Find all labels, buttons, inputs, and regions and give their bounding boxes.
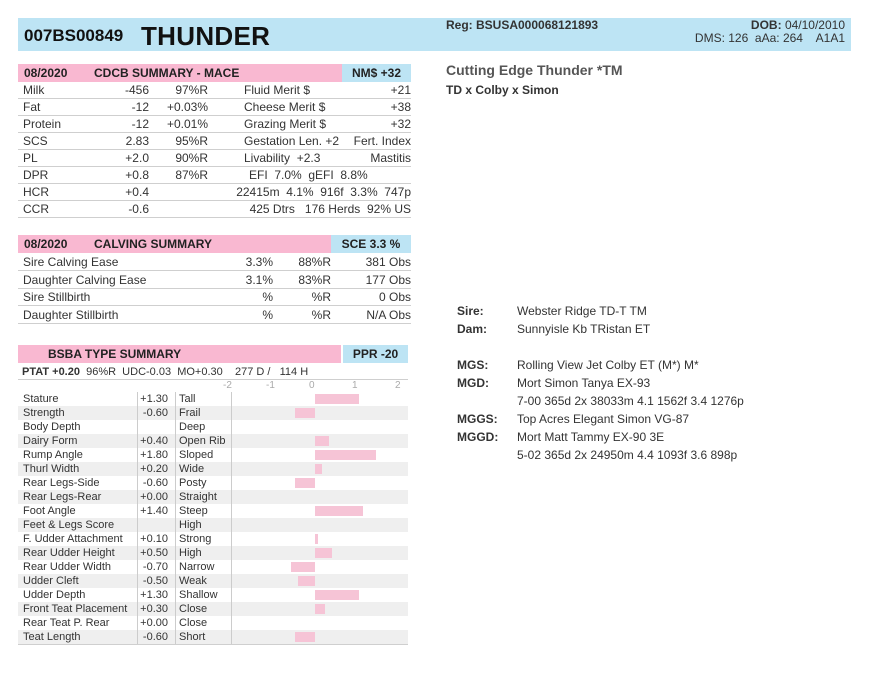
calving-label: Sire Stillbirth	[23, 290, 91, 304]
column-divider	[137, 448, 138, 462]
column-divider	[231, 546, 232, 560]
trait-value: -0.60	[142, 407, 168, 419]
column-divider	[137, 434, 138, 448]
merit-label: Livability +2.3	[244, 151, 321, 165]
calving-title: CALVING SUMMARY	[94, 237, 212, 251]
scale-tick: -1	[266, 380, 275, 391]
type-trait-row	[18, 560, 408, 574]
column-divider	[175, 518, 176, 532]
calving-observations: 177 Obs	[365, 272, 411, 287]
column-divider	[175, 560, 176, 574]
trait-name: PL	[23, 151, 38, 165]
trait-descriptor: Open Rib	[179, 435, 226, 447]
trait-score-bar	[315, 464, 322, 474]
daughter-stats: 425 Dtrs 176 Herds 92% US	[249, 202, 411, 216]
column-divider	[231, 518, 232, 532]
type-trait-row	[18, 630, 408, 644]
column-divider	[175, 434, 176, 448]
type-trait-row	[18, 448, 408, 462]
daughter-stats: 22415m 4.1% 916f 3.3% 747p	[236, 185, 411, 199]
trait-descriptor: Straight	[179, 491, 217, 503]
animal-name: THUNDER	[141, 21, 271, 51]
column-divider	[175, 490, 176, 504]
type-trait-row	[18, 392, 408, 406]
column-divider	[175, 504, 176, 518]
trait-reliability: 87%R	[175, 168, 208, 182]
trait-name: Rear Legs-Side	[23, 477, 100, 489]
merit-value: +38	[390, 100, 411, 114]
trait-score-bar	[295, 478, 315, 488]
calving-percent: 3.3%	[245, 255, 273, 269]
calving-percent: %	[262, 290, 273, 304]
trait-descriptor: Frail	[179, 407, 201, 419]
type-bottom-divider	[18, 644, 408, 645]
trait-descriptor: Narrow	[179, 561, 215, 573]
mggd-name: Mort Matt Tammy EX-90 3E	[517, 430, 665, 444]
trait-reliability: +0.01%	[166, 117, 208, 131]
column-divider	[175, 392, 176, 406]
trait-name: Rear Udder Width	[23, 561, 112, 573]
trait-value: +0.00	[140, 617, 168, 629]
type-trait-row	[18, 462, 408, 476]
column-divider	[137, 532, 138, 546]
trait-value: +0.30	[140, 603, 168, 615]
trait-value: -456	[124, 83, 149, 97]
trait-descriptor: Sloped	[179, 449, 214, 461]
trait-value: -0.50	[142, 575, 168, 587]
trait-name: Udder Depth	[23, 589, 86, 601]
ppr-badge: PPR -20	[343, 345, 408, 363]
column-divider	[137, 588, 138, 602]
dms-line: DMS: 126 aAa: 264 A1A1	[694, 31, 845, 45]
trait-reliability: 90%R	[175, 151, 208, 165]
trait-name: F. Udder Attachment	[23, 533, 123, 545]
calving-row	[18, 307, 411, 324]
trait-descriptor: Posty	[179, 477, 207, 489]
sire-name: Webster Ridge TD-T TM	[517, 304, 647, 318]
calving-observations: N/A Obs	[366, 307, 411, 322]
merit-value: +32	[390, 117, 411, 131]
type-trait-row	[18, 434, 408, 448]
column-divider	[137, 616, 138, 630]
column-divider	[175, 574, 176, 588]
trait-score-bar	[298, 576, 315, 586]
ptat-value: PTAT +0.20	[22, 366, 80, 378]
trait-name: Front Teat Placement	[23, 603, 128, 615]
trait-score-bar	[315, 436, 329, 446]
trait-name: Feet & Legs Score	[23, 519, 115, 531]
column-divider	[175, 588, 176, 602]
cdcb-title: CDCB SUMMARY - MACE	[94, 66, 240, 80]
column-divider	[231, 630, 232, 644]
trait-descriptor: Wide	[179, 463, 205, 475]
date-of-birth	[751, 18, 845, 32]
column-divider	[175, 546, 176, 560]
trait-score-bar	[315, 534, 318, 544]
merit-value: +21	[390, 83, 411, 97]
column-divider	[137, 574, 138, 588]
cdcb-row	[18, 133, 411, 150]
cdcb-row	[18, 184, 411, 201]
trait-score-bar	[315, 450, 376, 460]
ptat-details: 96%R UDC-0.03 MO+0.30 277 D / 114 H	[86, 366, 309, 378]
calving-reliability: %R	[311, 290, 331, 304]
trait-value: -0.60	[142, 631, 168, 643]
calving-percent: 3.1%	[245, 272, 273, 287]
nm-dollar-badge: NM$ +32	[342, 64, 411, 82]
cdcb-row	[18, 167, 411, 184]
column-divider	[137, 630, 138, 644]
column-divider	[137, 392, 138, 406]
trait-descriptor: Close	[179, 603, 208, 615]
column-divider	[231, 490, 232, 504]
cdcb-row	[18, 82, 411, 99]
calving-reliability: 88%R	[298, 255, 331, 269]
column-divider	[175, 532, 176, 546]
column-divider	[231, 406, 232, 420]
calving-label: Daughter Stillbirth	[23, 307, 119, 322]
trait-name: DPR	[23, 168, 49, 182]
calving-reliability: %R	[311, 307, 331, 322]
trait-value: +2.0	[125, 151, 149, 165]
column-divider	[175, 602, 176, 616]
trait-score-bar	[291, 562, 315, 572]
trait-name: Dairy Form	[23, 435, 78, 447]
dob-value: 04/10/2010	[784, 18, 845, 32]
mggd-record: 5-02 365d 2x 24950m 4.4 1093f 3.6 898p	[517, 448, 738, 462]
trait-name: Udder Cleft	[23, 575, 79, 587]
trait-name: Rump Angle	[23, 449, 83, 461]
calving-date: 08/2020	[24, 237, 68, 251]
cdcb-date: 08/2020	[24, 66, 68, 80]
trait-value: +0.4	[125, 185, 149, 199]
column-divider	[137, 560, 138, 574]
type-trait-row	[18, 602, 408, 616]
sire-label: Sire:	[457, 304, 484, 318]
type-trait-row	[18, 420, 408, 434]
column-divider	[175, 420, 176, 434]
column-divider	[231, 448, 232, 462]
trait-score-bar	[315, 506, 363, 516]
scale-tick: -2	[223, 380, 232, 391]
trait-value: +1.80	[140, 449, 168, 461]
merit-label: Fluid Merit $	[244, 83, 311, 97]
trait-name: Thurl Width	[23, 463, 80, 475]
mggd-label: MGGD:	[457, 430, 499, 444]
sce-badge: SCE 3.3 %	[331, 235, 411, 253]
trait-value: -0.70	[142, 561, 168, 573]
column-divider	[137, 462, 138, 476]
trait-name: Fat	[23, 100, 41, 114]
trait-name: Rear Udder Height	[23, 547, 115, 559]
type-trait-row	[18, 504, 408, 518]
column-divider	[231, 462, 232, 476]
trait-name: Teat Length	[23, 631, 81, 643]
type-trait-row	[18, 588, 408, 602]
ptat-line	[22, 366, 308, 378]
column-divider	[137, 602, 138, 616]
trait-descriptor: High	[179, 547, 202, 559]
column-divider	[231, 392, 232, 406]
column-divider	[137, 490, 138, 504]
mgs-label: MGS:	[457, 358, 489, 372]
column-divider	[175, 406, 176, 420]
header-bar	[18, 18, 851, 51]
ptat-divider	[18, 379, 408, 380]
merit-label: EFI 7.0% gEFI 8.8%	[249, 168, 368, 182]
merit-value: Mastitis	[370, 151, 411, 165]
scale-tick: 0	[309, 380, 315, 391]
column-divider	[231, 602, 232, 616]
trait-name: Milk	[23, 83, 45, 97]
mggs-label: MGGS:	[457, 412, 498, 426]
type-trait-row	[18, 574, 408, 588]
calving-observations: 381 Obs	[365, 255, 411, 269]
trait-name: Rear Legs-Rear	[23, 491, 102, 503]
calving-summary-header	[18, 235, 411, 253]
registration-id: 007BS00849	[24, 26, 124, 45]
mgd-record: 7-00 365d 2x 38033m 4.1 1562f 3.4 1276p	[517, 394, 744, 408]
column-divider	[231, 504, 232, 518]
trait-score-bar	[315, 604, 325, 614]
column-divider	[231, 574, 232, 588]
column-divider	[137, 518, 138, 532]
scale-tick: 2	[395, 380, 401, 391]
cdcb-row	[18, 150, 411, 167]
column-divider	[231, 420, 232, 434]
calving-label: Sire Calving Ease	[23, 255, 119, 269]
trait-name: Strength	[23, 407, 65, 419]
calving-label: Daughter Calving Ease	[23, 272, 147, 287]
trait-reliability: +0.03%	[166, 100, 208, 114]
calving-reliability: 83%R	[298, 272, 331, 287]
dob-label: DOB:	[750, 18, 782, 32]
trait-score-bar	[315, 548, 332, 558]
cdcb-summary-header	[18, 64, 411, 82]
trait-name: Body Depth	[23, 421, 81, 433]
registration-number: Reg: BSUSA000068121893	[446, 18, 599, 32]
mgs-name: Rolling View Jet Colby ET (M*) M*	[517, 358, 699, 372]
trait-score-bar	[315, 590, 359, 600]
column-divider	[137, 406, 138, 420]
trait-value: -0.6	[128, 202, 149, 216]
calving-observations: 0 Obs	[378, 290, 411, 304]
column-divider	[175, 462, 176, 476]
merit-label: Cheese Merit $	[244, 100, 326, 114]
trait-value: +1.30	[140, 393, 168, 405]
column-divider	[137, 420, 138, 434]
column-divider	[137, 504, 138, 518]
cdcb-row	[18, 99, 411, 116]
lineage: TD x Colby x Simon	[446, 83, 559, 97]
type-summary-header	[18, 345, 408, 363]
type-trait-row	[18, 616, 408, 630]
trait-descriptor: Strong	[179, 533, 212, 545]
full-name: Cutting Edge Thunder *TM	[446, 62, 623, 78]
trait-descriptor: Shallow	[179, 589, 218, 601]
type-trait-row	[18, 406, 408, 420]
trait-value: +1.30	[140, 589, 168, 601]
trait-descriptor: Short	[179, 631, 206, 643]
column-divider	[175, 616, 176, 630]
trait-name: HCR	[23, 185, 49, 199]
column-divider	[231, 616, 232, 630]
cdcb-row	[18, 201, 411, 218]
trait-value: -12	[131, 117, 149, 131]
type-trait-row	[18, 490, 408, 504]
type-trait-row	[18, 476, 408, 490]
trait-name: SCS	[23, 134, 48, 148]
type-trait-row	[18, 518, 408, 532]
trait-score-bar	[295, 632, 315, 642]
merit-label: Gestation Len. +2	[244, 134, 340, 148]
column-divider	[175, 476, 176, 490]
trait-name: Protein	[23, 117, 62, 131]
calving-row	[18, 289, 411, 306]
dam-name: Sunnyisle Kb TRistan ET	[517, 322, 651, 336]
trait-name: Foot Angle	[23, 505, 76, 517]
trait-descriptor: Close	[179, 617, 208, 629]
dam-label: Dam:	[457, 322, 488, 336]
column-divider	[231, 476, 232, 490]
trait-value: +0.8	[125, 168, 149, 182]
mgd-name: Mort Simon Tanya EX-93	[517, 376, 651, 390]
trait-reliability: 95%R	[175, 134, 208, 148]
calving-percent: %	[262, 307, 273, 322]
trait-score-bar	[295, 408, 315, 418]
merit-label: Grazing Merit $	[244, 117, 327, 131]
column-divider	[137, 476, 138, 490]
trait-value: +1.40	[140, 505, 168, 517]
scale-tick: 1	[352, 380, 358, 391]
trait-name: Rear Teat P. Rear	[23, 617, 110, 629]
trait-descriptor: Tall	[179, 393, 196, 405]
cdcb-row	[18, 116, 411, 133]
trait-value: +0.20	[140, 463, 168, 475]
trait-descriptor: Deep	[179, 421, 206, 433]
column-divider	[175, 448, 176, 462]
column-divider	[175, 630, 176, 644]
trait-value: +0.10	[140, 533, 168, 545]
calving-row	[18, 254, 411, 271]
trait-name: Stature	[23, 393, 59, 405]
trait-value: +0.00	[140, 491, 168, 503]
column-divider	[231, 434, 232, 448]
trait-value: 2.83	[125, 134, 149, 148]
trait-value: -12	[131, 100, 149, 114]
type-title: BSBA TYPE SUMMARY	[48, 347, 182, 361]
column-divider	[231, 588, 232, 602]
trait-reliability: 97%R	[175, 83, 208, 97]
column-divider	[231, 560, 232, 574]
trait-value: +0.40	[140, 435, 168, 447]
column-divider	[137, 546, 138, 560]
merit-value: Fert. Index	[353, 134, 411, 148]
trait-score-bar	[315, 394, 359, 404]
mggs-name: Top Acres Elegant Simon VG-87	[517, 412, 690, 426]
trait-value: -0.60	[142, 477, 168, 489]
trait-descriptor: Steep	[179, 505, 208, 517]
type-trait-row	[18, 546, 408, 560]
trait-name: CCR	[23, 202, 49, 216]
mgd-label: MGD:	[457, 376, 489, 390]
column-divider	[231, 532, 232, 546]
type-trait-row	[18, 532, 408, 546]
trait-descriptor: High	[179, 519, 202, 531]
trait-descriptor: Weak	[179, 575, 207, 587]
trait-value: +0.50	[140, 547, 168, 559]
calving-row	[18, 272, 411, 289]
